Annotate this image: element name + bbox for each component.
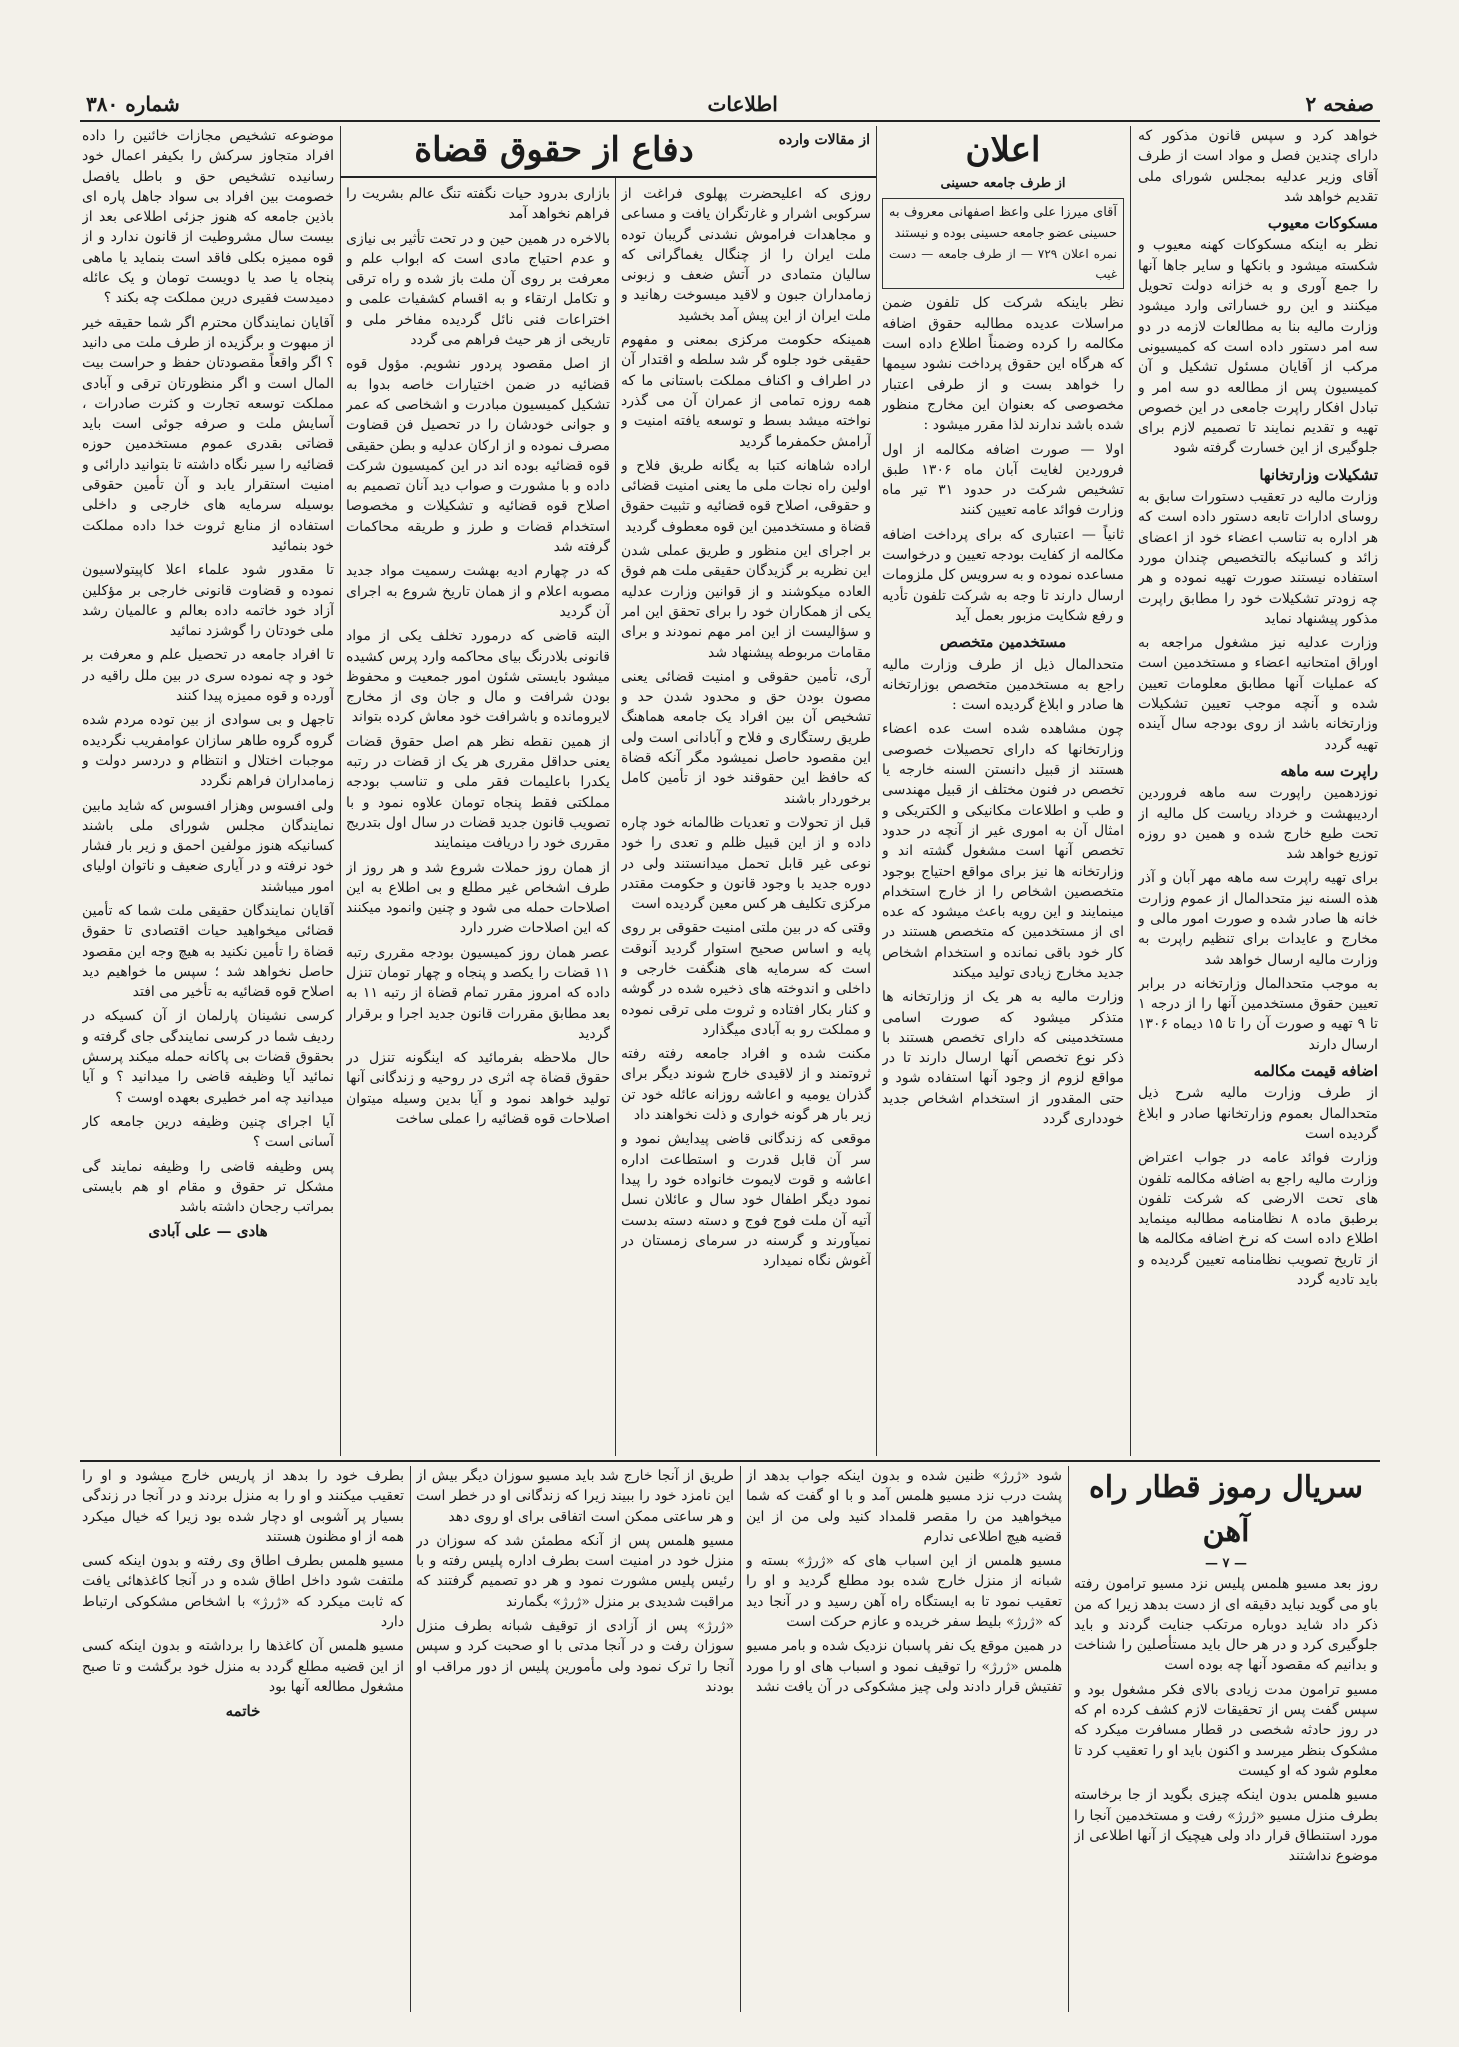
serial-column-2 [746,1466,1062,2012]
article-column-3 [82,126,334,1456]
paragraph: پس وظیفه قاضی را وظیفه نمایند گی مشکل تر حقوق و مقام او هم بایستی بمراتب رجحان داشته باشد [82,1158,334,1216]
paragraph: مکنت شده و افراد جامعه رفته رفته ثروتمند و از لاقیدی خارج شوند دیگر برای گذران یومیه و اعاشه روزانه عائله خود تن زیر بار هر گونه خواری و ذلت نخواهند داد [621,1046,871,1124]
paragraph: مسیو هلمس بدون اینکه چیزی بگوید از جا برخاسته بطرف منزل مسیو «ژرژ» رفت و مستخدمین آنجا را مورد استنطاق قرار داد ولی هیچیک از آنها اطلاعی از موضوع نداشتند [1074,1787,1378,1865]
paragraph: وقتی که در بین ملتی امنیت حقوقی بر روی پایه و اساس صحیح استوار گردید آنوقت است که سرمایه های هنگفت خارجی و داخلی و اندوخته های ذخیره شده در گوشه و کنار بکار افتاده و ثروت ملی ترقی نموده و مملکت رو به آبادی میگذارد [621,920,871,1038]
paragraph: عصر همان روز کمیسیون بودجه مقرری رتبه ۱۱ قضات را یکصد و پنجاه و چهار تومان تنزل داده که امروز مقرر تمام قضاة از رتبه ۱۱ به بعد مطابق مقررات قانون جدید اجرا و برقرار گردید [346,944,610,1042]
paragraph: متحدالمال ذیل از طرف وزارت مالیه راجع به مستخدمین متخصص بوزارتخانه ها صادر و ابلاغ گردیده است : [882,656,1124,714]
announcement-subtitle: از طرف جامعه حسینی [940,176,1066,191]
subheading: اضافه قیمت مکالمه [1253,1062,1378,1081]
author-signature: هادی — علی آبادی [148,1222,268,1241]
paragraph: بر اجرای این منظور و طریق عملی شدن این نظریه بر گزیدگان حقیقی ملت هم فوق العاده میکوشند و از قوانین وزارت عدلیه یکی از همکاران خود را برای تحقق این امر و سؤالیست از این امر مهم نمودند و برای مقامات مربوطه پیشنهاد شد [621,543,871,661]
paragraph: نظر باینکه شرکت کل تلفون ضمن مراسلات عدیده مطالبه حقوق اضافه مکالمه را کرده وضمناً اطلاع داده است که هرگاه این حقوق پرداخت نشود سیمها را خواهد بست و از طرفی اعتبار مخصوصی که بعنوان این مخارج منظور شده باشد ندارند لذا مقرر میشود : [882,295,1124,434]
paragraph: طریق از آنجا خارج شد باید مسیو سوزان دیگر بیش از این نامزد خود را ببیند زیرا که زندگانی او در خطر است و هر ساعتی ممکن است اتفاقی برای او روی دهد [416,1468,734,1525]
paragraph: اولا — صورت اضافه مکالمه از اول فروردین لغایت آبان ماه ۱۳۰۶ طبق تشخیص شرکت در حدود ۳۱ تیر ماه وزارت فوائد عامه تعیین کنند [882,441,1124,519]
paragraph: در همین موقع یک نفر پاسبان نزدیک شده و بامر مسیو هلمس «ژرژ» را توقیف نمود و اسباب های او را مورد تفتیش قرار دادند ولی چیز مشکوکی در آن یافت نشد [746,1638,1062,1695]
announcement-text: آقای میرزا علی واعظ اصفهانی معروف به حسینی عضو جامعه حسینی بوده و نیستند [889,205,1117,241]
paragraph: تا مقدور شود علماء اعلا کاپیتولاسیون نموده و قضاوت قانونی خارجی بر مؤکلین آزاد خود خاتمه داده بعالم و عالمیان رشد ملی خودتان را گوشزد نمائید [82,562,334,640]
column-rule [740,1466,741,2012]
paragraph: از همین نقطه نظر هم اصل حقوق قضات یعنی حداقل مقرری هر یک از قضات در رتبه یکدرا باعلیمات فقر ملی و تناسب بودجه مملکتی فقط پنجاه تومان علاوه نمود و با تصویب قانون جدید قضات در سال اول بتدریج مقرری خود را دریافت مینمایند [346,733,610,852]
paragraph: بالاخره در همین حین و در تحت تأثیر بی نیازی و عدم احتیاج مادی است که ابواب علم و معرفت بر روی آن ملت باز شده و راه ترقی و تکامل ارتقاء و به اقسام کشفیات علمی و اختراعات فنی نائل گردیده مفاخر ملی و تاریخی از هر حیث فراهم می گردد [346,230,610,349]
paragraph: به موجب متحدالمال وزارتخانه در برابر تعیین حقوق مستخدمین آنها را از درجه ۱ تا ۹ تهیه و صورت آن را تا ۱۵ دیماه ۱۳۰۶ ارسال دارند [1138,975,1378,1053]
subheading: تشکیلات وزارتخانها [1259,465,1378,484]
paragraph: نظر به اینکه مسکوکات کهنه معیوب و شکسته میشود و بانکها و سایر جاها آنها را جمع آوری و به خزانه دولت تحویل میکنند و این رو خساراتی وارد میشود وزارت مالیه بنا به مطالعات لازمه در دو سه امر دستور داده است که کمیسیونی مرکب از آقایان مسئول تشکیل و آن کمیسیون پس از مطالعه دو سه امر و تبادل افکار راپرت جامعی در این خصوص تهیه و تقدیم نمایند تا تصمیم لازم برای جلوگیری از این خسارت گرفته شود [1138,237,1378,457]
paragraph: وزارت مالیه به هر یک از وزارتخانه ها متذکر میشود که صورت اسامی مستخدمینی که دارای تخصص هستند با ذکر نوع تخصص آنها ارسال دارند تا در مواقع لزوم از وجود آنها استفاده شود و حتی المقدور از استخدام اشخاص جدید خودداری گردد [882,989,1124,1128]
paragraph: بازاری بدرود حیات نگفته تنگ عالم بشریت را فراهم نخواهد آمد [346,186,610,223]
subheading: مسکوکات معیوب [1267,214,1378,233]
serial-end-label: خاتمه [225,1702,261,1721]
news-column-2 [882,126,1124,1456]
subheading: مستخدمین متخصص [939,633,1067,652]
column-rule [340,126,341,1456]
paragraph: البته قاضی که درمورد تخلف یکی از مواد قانونی بلادرنگ بیای محاکمه وارد پرس کشیده میشود بایستی شئون امور جمعیت و محفوظ بودن شرافت و مال و جان وی از مخارج لایرومانده و باشرافت خود معاش کرده بتواند [346,628,610,726]
page-header [80,92,1380,122]
section-tag: از مقالات وارده [778,132,870,148]
paragraph: شود «ژرژ» ظنین شده و بدون اینکه جواب بدهد از پشت درب نزد مسیو هلمس آمد و با او گفت که شما میخواهید من را مقصر قلمداد کنید ولی من از این قضیه هیچ اطلاعی ندارم [746,1468,1062,1545]
paragraph: خواهد کرد و سپس قانون مذکور که دارای چندین فصل و مواد است از طرف آقای وزیر عدلیه بمجلس شورای ملی تقدیم خواهد شد [1138,128,1378,205]
paragraph: که در چهارم ادیه بهشت رسمیت مواد جدید مصوبه اعلام و از همان تاریخ شروع به اجرای آن گردید [346,563,610,620]
paragraph: «ژرژ» پس از آزادی از توقیف شبانه بطرف منزل سوزان رفت و در آنجا مدتی با او صحبت کرد و سپس آنجا را ترک نمود ولی مأمورین پلیس از دور مراقب او بودند [416,1618,734,1695]
paragraph: برای تهیه راپرت سه ماهه مهر آبان و آذر هذه السنه نیز متحدالمال از عموم وزارت خانه ها صادر شده و صورت امور مالی و مخارج و عایدات برای تنظیم راپرت به وزارت مالیه ارسال خواهد شد [1138,870,1378,968]
paragraph: وزارت مالیه در تعقیب دستورات سابق به روسای ادارات تابعه دستور داده است که هر اداره به تناسب اعضاء خود از اعضای زائد و کسانیکه بالتخصیص چندان مورد استفاده نیستند صورت تهیه نموده و هر چه زودتر تشکیلات خود را مطابق راپرت مذکور پیشنهاد نماید [1138,489,1378,627]
paragraph: آقایان نمایندگان حقیقی ملت شما که تأمین قضائی میخواهید حیات اقتصادی تا حقوق قضاة را تأمین نکنید به هیچ وجه این مقصود حاصل نخواهد شد ؛ سپس ما خواهیم دید اصلاح قوه قضائیه به تأخیر می افتد [82,902,334,1001]
paragraph: ثانیاً — اعتباری که برای پرداخت اضافه مکالمه از کفایت بودجه تعیین و درخواست مساعده نموده و به سرویس کل ملزومات ارسال دارند تا وجه به شرکت تلفون تأدیه و رفع شکایت مزبور بعمل آید [882,526,1124,624]
announcement-meta: نمره اعلان ۷۲۹ — از طرف جامعه — دست غیب [889,246,1117,282]
paragraph: مسیو هلمس پس از آنکه مطمئن شد که سوزان در منزل خود در امنیت است بطرف اداره پلیس رفته و با رئیس پلیس مشورت نمود و هر دو تصمیم گرفتند که مراقبت شدیدی بر منزل «ژرژ» بگمارند [416,1532,734,1610]
paragraph: مسیو هلمس بطرف اطاق وی رفته و بدون اینکه کسی ملتفت شود داخل اطاق شده و در آنجا کاغذهائی یافت که ثابت میکرد که «ژرژ» با اشخاص مشکوکی ارتباط دارد [82,1553,404,1631]
paragraph: آری، تأمین حقوقی و امنیت قضائی یعنی مصون بودن حق و محدود شدن حد و تشخیص آن بین افراد یک جامعه هماهنگ طریق رستگاری و فلاح و آبادانی است ولی این مقصود حاصل نمیشود مگر آنکه قضاة که حافظ این حقوقند خود از تأمین کامل برخوردار باشند [621,668,871,807]
column-rule [1130,126,1131,1456]
newspaper-page [80,92,1380,2012]
subheading: راپرت سه ماهه [1280,761,1378,780]
paragraph: کرسی نشینان پارلمان از آن کسیکه در ردیف شما در کرسی نمایندگی جای گرفته و بحقوق قضات بی پاکانه حمله میکند پرسش نمائید آیا وظیفه قاضی را میدانید ؟ و آیا میدانید چه امر خطیری بعهده اوست ؟ [82,1008,334,1106]
paragraph: روزی که اعلیحضرت پهلوی فراغت از سرکوبی اشرار و غارتگران یافت و مساعی و مجاهدات فراموش نشدنی گریبان توده ملت ایران را از چنگال یغماگرانی که سالیان متمادی در آتش ضعف و زبونی زمامداران جبون و لاقید میسوخت رهانید و ملت ایران از این پیش آمد بخشید [621,186,871,324]
serial-column-4 [82,1466,404,2012]
paragraph: بطرف خود را بدهد از پاریس خارج میشود و او را تعقیب میکنند و او را به منزل بردند و در آنجا در زندگی بسیار پر آشوبی او دچار شده بود زیرا که خیال میکرد همه از او مظنون هستند [82,1468,404,1545]
news-column-1 [1138,126,1378,1456]
paragraph: از طرف وزارت مالیه شرح ذیل متحدالمال بعموم وزارتخانها صادر و ابلاغ گردیده است [1138,1085,1378,1142]
paragraph: وزارت فوائد عامه در جواب اعتراض وزارت مالیه راجع به اضافه مکالمه تلفون های تحت الارضی که شرکت تلفون برطبق ماده ۸ نظامنامه مطالبه مینماید اطلاع داده است که نرخ اضافه مکالمه ها از تاریخ تصویب نظامنامه تعیین گردیده و باید تادیه گردد [1138,1150,1378,1289]
column-rule [876,126,877,1456]
announcement-box [882,198,1124,289]
column-rule [410,1466,411,2012]
serial-title: سریال رموز قطار راه آهن [1089,1470,1363,1549]
article-column-1 [621,184,871,1456]
paragraph: مسیو هلمس از این اسباب های که «ژرژ» بسته و شبانه از منزل خارج شده بود مطلع گردید و او را تعقیب نمود تا به ایستگاه راه آهن رسید و در آنجا دید که «ژرژ» بلیط سفر خریده و عازم حرکت است [746,1553,1062,1631]
serial-column-1 [1074,1466,1378,2012]
article-column-2 [346,184,610,1456]
article-header-rule [340,176,876,178]
paragraph: وزارت عدلیه نیز مشغول مراجعه به اوراق امتحانیه اعضاء و مستخدمین است که عملیات آنها مطابق معلومات تعیین شده و آنچه موجب تعیین تشکیلات وزارتخانه باشد از روی بودجه سال آینده تهیه گردد [1138,635,1378,753]
article-title: دفاع از حقوق قضاة [414,130,694,170]
paragraph: تا افراد جامعه در تحصیل علم و معرفت بر خود و چه نموده سری در بین ملل راقیه در آورده و قوه ممیزه پیدا کنند [82,647,334,705]
newspaper-name: اطلاعات [707,92,778,116]
paragraph: از اصل مقصود پردور نشویم. مؤول قوه قضائیه در ضمن اختیارات خاصه بدوا به تشکیل کمیسیون مبادرت و اشخاصی که عمر و جوانی خودشان را در تحصیل فن قضاوت مصرف نموده و از ارکان عدلیه و بطن حقیقی قوه قضائیه بوده اند در این کمیسیون شرکت داده و با مشورت و صواب دید آنان تصمیم به اصلاح قوه قضائیه و تشکیلات و مخصوصا استخدام قضات و طرز و طریقه محاکمات گرفته شد [346,356,610,556]
column-rule [615,176,616,1456]
serial-episode: — ۷ — [1204,1556,1248,1571]
announcement-title: اعلان [965,130,1041,170]
paragraph: حال ملاحظه بفرمائید که اینگونه تنزل در حقوق قضاة چه اثری در روحیه و زندگانی آنها تولید خواهد نمود و آیا بدین وسیله میتوان اصلاحات قوه قضائیه را عملی ساخت [346,1050,610,1128]
paragraph: چون مشاهده شده است عده اعضاء وزارتخانها که دارای تحصیلات خصوصی هستند از قبیل دانستن السنه خارجه یا تخصص در فنون مختلف از قبیل مهندسی و طب و اطلاعات مکانیکی و الکتریکی و امثال آن به اموری غیر از آنچه در حدود تخصص آنها است مشغول گشته اند و وزارتخانه ها نیز برای مواقع احتیاج بوجود متخصصین اشخاص را از خارج استخدام مینمایند و این رویه باعث میشود که عده ای از مستخدمین که متخصص هستند در کار خود باقی نمانده و استخدام اشخاص جدید مخارج زیادی تولید میکند [882,721,1124,981]
paragraph: قبل از تحولات و تعدیات ظالمانه خود چاره داده و از این قبیل ظلم و تعدی را خود نوعی غیر قابل تحمل میدانستند ولی در دوره جدید با وجود قانون و حکومت مقتدر مرکزی تکلیف هر کس معین گردیده است [621,814,871,913]
paragraph: اراده شاهانه کتبا به یگانه طریق فلاح و اولین راه نجات ملی ما یعنی امنیت قضائی و حقوقی، اصلاح قوه قضائیه و تثبیت حقوق قضاة و مستخدمین این قوه معطوف گردید [621,457,871,535]
paragraph: روز بعد مسیو هلمس پلیس نزد مسیو ترامون رفته باو می گوید نباید دقیقه ای از دست بدهد زیرا که من ذکر داد شاید دوباره مرتکب جنایت گردند و باید جلوگیری کرد و در هر حال باید مستأصلین را شناخت و بدانیم که مقصود آنها چه بوده است [1074,1576,1378,1674]
page-number-label: صفحه ۲ [1305,92,1374,116]
column-rule [1068,1466,1069,2012]
issue-number-label: شماره ۳۸۰ [86,92,180,116]
paragraph: آیا اجرای چنین وظیفه درین جامعه کار آسانی است ؟ [82,1113,334,1151]
paragraph: مسیو هلمس آن کاغذها را برداشته و بدون اینکه کسی از این قضیه مطلع گردد به منزل خود برگشت و تا صبح مشغول مطالعه آنها بود [82,1638,404,1695]
paragraph: از همان روز حملات شروع شد و هر روز از طرف اشخاص غیر مطلع و بی اطلاع به این اصلاحات حمله می شود و چنین وانمود میکنند که این اصلاحات ضرر دارد [346,859,610,937]
paragraph: موقعی که زندگانی قاضی پیدایش نمود و سر آن قابل قدرت و استطاعت اداره اعاشه و قوت لایموت خانواده خود را پیدا نمود دیگر اطفال خود سال و عائلان نسل آتیه آن ملت فوج فوج و دسته دسته بدست نمیآورند و گرسنه در سرمای زمستان در آغوش نگاه نمیدارد [621,1131,871,1270]
paragraph: مسیو ترامون مدت زیادی بالای فکر مشغول بود و سپس گفت پس از تحقیقات لازم کشف کرده ام که در روز حادثه شخصی در قطار مسافرت میکرد که مشکوک بنظر میرسد و اکنون باید او را تعقیب کرد تا معلوم شود که او کیست [1074,1681,1378,1779]
paragraph: نوزدهمین راپورت سه ماهه فروردین اردیبهشت و خرداد ریاست کل مالیه از تحت طبع خارج شده و همین دو روزه توزیع خواهد شد [1138,785,1378,863]
paragraph: موضوعه تشخیص مجازات خائنین را داده افراد متجاوز سرکش را بکیفر اعمال خود رسانیده تشخیص حق و باطل یافصل خصومت بین افراد بی سواد جاهل پاره ای باذین جامعه که هنوز جزئی اطلاعی بعد از بیست سال مشروطیت از قانون ندارد و از قوه ممیزه بکلی فاقد است بنماید یا ماهی پنجاه یا صد یا دویست تومان و یک عائله دمیدست فقیری درین مملکت چه بکند ؟ [82,128,334,307]
paragraph: تاجهل و بی سوادی از بین توده مردم شده گروه گروه طاهر سازان عوامفریب نگردیده موجبات اختلال و انتظام و دردسر دولت و زمامداران فراهم نگردد [82,712,334,790]
paragraph: همینکه حکومت مرکزی بمعنی و مفهوم حقیقی خود جلوه گر شد سلطه و اقتدار آن در اطراف و اکناف مملکت باستانی ما که همه روزه تمامی از عمران آن می گذرد نواخته میشد بسط و توسعه یافته امنیت و آرامش حکمفرما گردید [621,332,871,450]
paragraph: ولی افسوس وهزار افسوس که شاید مابین نمایندگان مجلس شورای ملی باشند کسانیکه هنوز مولفین احمق و زیر بار فشار خود نرفته و در آیاری ضعیف و ناتوان اولیای امور میباشند [82,797,334,895]
section-divider [80,1460,1380,1462]
paragraph: آقایان نمایندگان محترم اگر شما حقیقه خیر از مبهوت و برگزیده از طرف ملت می دانید ؟ اگر واقعاً مقصودتان حفظ و حراست بیت المال است و اگر منظورتان ترقی و آبادی مملکت توسعه تجارت و کثرت صادرات ، آسایش ملت و صرفه جوئی است باید قضاتی بقدری عموم مستخدمین حوزه قضائیه را سیر نگاه داشته تا بتوانید دارائی و امنیت استقرار یابد و آن تأمین حقوقی بوسیله سرمایه های خارجی و داخلی استفاده از منابع ثروت خدا داده مملکت خود بنمائید [82,314,334,554]
serial-column-3 [416,1466,734,2012]
